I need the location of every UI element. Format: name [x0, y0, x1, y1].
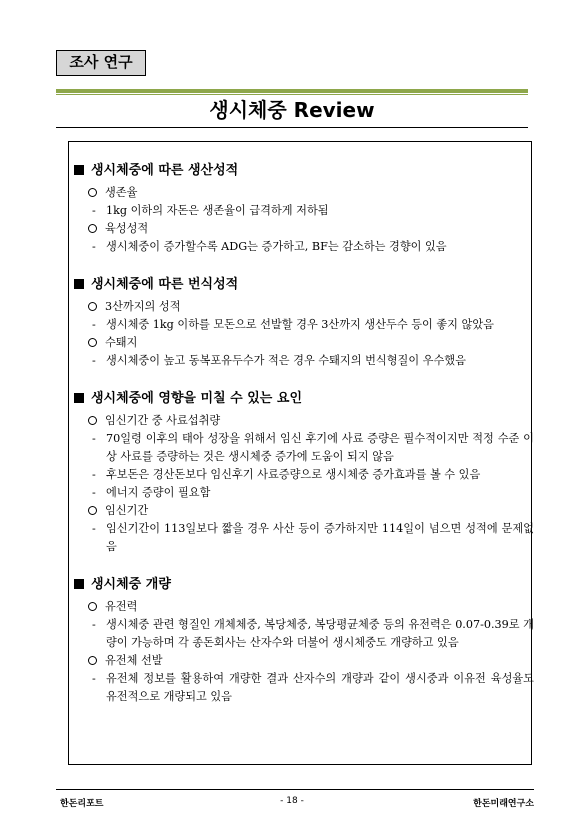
section-tag: 조사 연구	[56, 50, 146, 76]
section-spacer	[74, 370, 534, 388]
circle-bullet-icon	[88, 416, 97, 425]
header-rule-thin	[56, 94, 528, 95]
sub-item	[74, 502, 534, 520]
circle-bullet-icon	[88, 224, 97, 233]
dash-bullet: -	[92, 672, 96, 685]
sub-item	[74, 334, 534, 352]
section-spacer	[74, 556, 534, 574]
dash-bullet: -	[92, 204, 96, 217]
circle-bullet-icon	[88, 338, 97, 347]
sub-item-text: 유전체 선발	[105, 654, 163, 667]
footer-divider	[56, 789, 534, 790]
dash-bullet: -	[92, 486, 96, 499]
detail-item-text: 생시체중 1kg 이하를 모돈으로 선발할 경우 3산까지 생산두수 등이 좋지 않았음	[106, 318, 494, 331]
circle-bullet-icon	[88, 656, 97, 665]
dash-bullet: -	[92, 522, 96, 535]
detail-item	[74, 430, 534, 466]
section-heading	[74, 160, 534, 182]
detail-item	[74, 670, 534, 706]
sub-item-text: 유전력	[105, 600, 138, 613]
section	[74, 160, 534, 256]
section-heading	[74, 388, 534, 410]
header-rule	[56, 89, 528, 93]
section-heading	[74, 574, 534, 596]
footer-right: 한돈미래연구소	[473, 799, 534, 809]
detail-item	[74, 316, 534, 334]
section-heading-text: 생시체중에 영향을 미칠 수 있는 요인	[91, 391, 302, 406]
detail-item	[74, 466, 534, 484]
section-heading-text: 생시체중 개량	[91, 577, 171, 592]
detail-item	[74, 616, 534, 652]
sub-item-text: 생존율	[105, 186, 138, 199]
page-number: - 18 -	[280, 796, 304, 806]
circle-bullet-icon	[88, 602, 97, 611]
sub-item	[74, 652, 534, 670]
dash-bullet: -	[92, 318, 96, 331]
dash-bullet: -	[92, 354, 96, 367]
section	[74, 574, 534, 706]
circle-bullet-icon	[88, 188, 97, 197]
section	[74, 274, 534, 370]
detail-item-text: 생시체중 관련 형질인 개체체중, 복당체중, 복당평균체중 등의 유전력은 0.07-0.39로 개량이 가능하며 각 종돈회사는 산자수와 더불어 생시체중도 개량하고 있음	[106, 618, 534, 649]
sub-item-text: 임신기간	[105, 504, 149, 517]
sub-item-text: 3산까지의 성적	[105, 300, 181, 313]
sub-item	[74, 598, 534, 616]
detail-item	[74, 520, 534, 556]
sub-item	[74, 298, 534, 316]
detail-item-text: 70일령 이후의 태아 성장을 위해서 임신 후기에 사료 증량은 필수적이지만 적정 수준 이상 사료를 증량하는 것은 생시체중 증가에 도움이 되지 않음	[106, 432, 534, 463]
detail-item	[74, 202, 534, 220]
square-bullet-icon	[74, 165, 84, 175]
section-heading-text: 생시체중에 따른 생산성적	[91, 163, 239, 178]
dash-bullet: -	[92, 240, 96, 253]
sub-item-text: 육성성적	[105, 222, 149, 235]
dash-bullet: -	[92, 432, 96, 445]
footer-left: 한돈리포트	[60, 799, 104, 809]
section-spacer	[74, 256, 534, 274]
circle-bullet-icon	[88, 506, 97, 515]
detail-item	[74, 238, 534, 256]
dash-bullet: -	[92, 468, 96, 481]
square-bullet-icon	[74, 579, 84, 589]
dash-bullet: -	[92, 618, 96, 631]
detail-item-text: 생시체중이 증가할수록 ADG는 증가하고, BF는 감소하는 경향이 있음	[106, 240, 447, 253]
detail-item-text: 1kg 이하의 자돈은 생존율이 급격하게 저하됨	[106, 204, 329, 217]
content-body	[74, 160, 534, 706]
detail-item	[74, 352, 534, 370]
sub-item	[74, 412, 534, 430]
section	[74, 388, 534, 556]
page-title: 생시체중 Review	[209, 98, 375, 122]
detail-item	[74, 484, 534, 502]
detail-item-text: 생시체중이 높고 동복포유두수가 적은 경우 수퇘지의 번식형질이 우수했음	[106, 354, 466, 367]
title-divider	[56, 127, 528, 128]
detail-item-text: 에너지 증량이 필요함	[106, 486, 211, 499]
sub-item	[74, 220, 534, 238]
detail-item-text: 임신기간이 113일보다 짧을 경우 사산 등이 증가하지만 114일이 넘으면 성적에 문제없음	[106, 522, 534, 553]
sub-item	[74, 184, 534, 202]
square-bullet-icon	[74, 393, 84, 403]
detail-item-text: 유전체 정보를 활용하여 개량한 결과 산자수의 개량과 같이 생시중과 이유전 육성율도 유전적으로 개량되고 있음	[106, 672, 534, 703]
section-heading	[74, 274, 534, 296]
square-bullet-icon	[74, 279, 84, 289]
section-heading-text: 생시체중에 따른 번식성적	[91, 277, 239, 292]
detail-item-text: 후보돈은 경산돈보다 임신후기 사료증량으로 생시체중 증가효과를 볼 수 있음	[106, 468, 481, 481]
circle-bullet-icon	[88, 302, 97, 311]
sub-item-text: 임신기간 중 사료섭취량	[105, 414, 221, 427]
sub-item-text: 수퇘지	[105, 336, 138, 349]
